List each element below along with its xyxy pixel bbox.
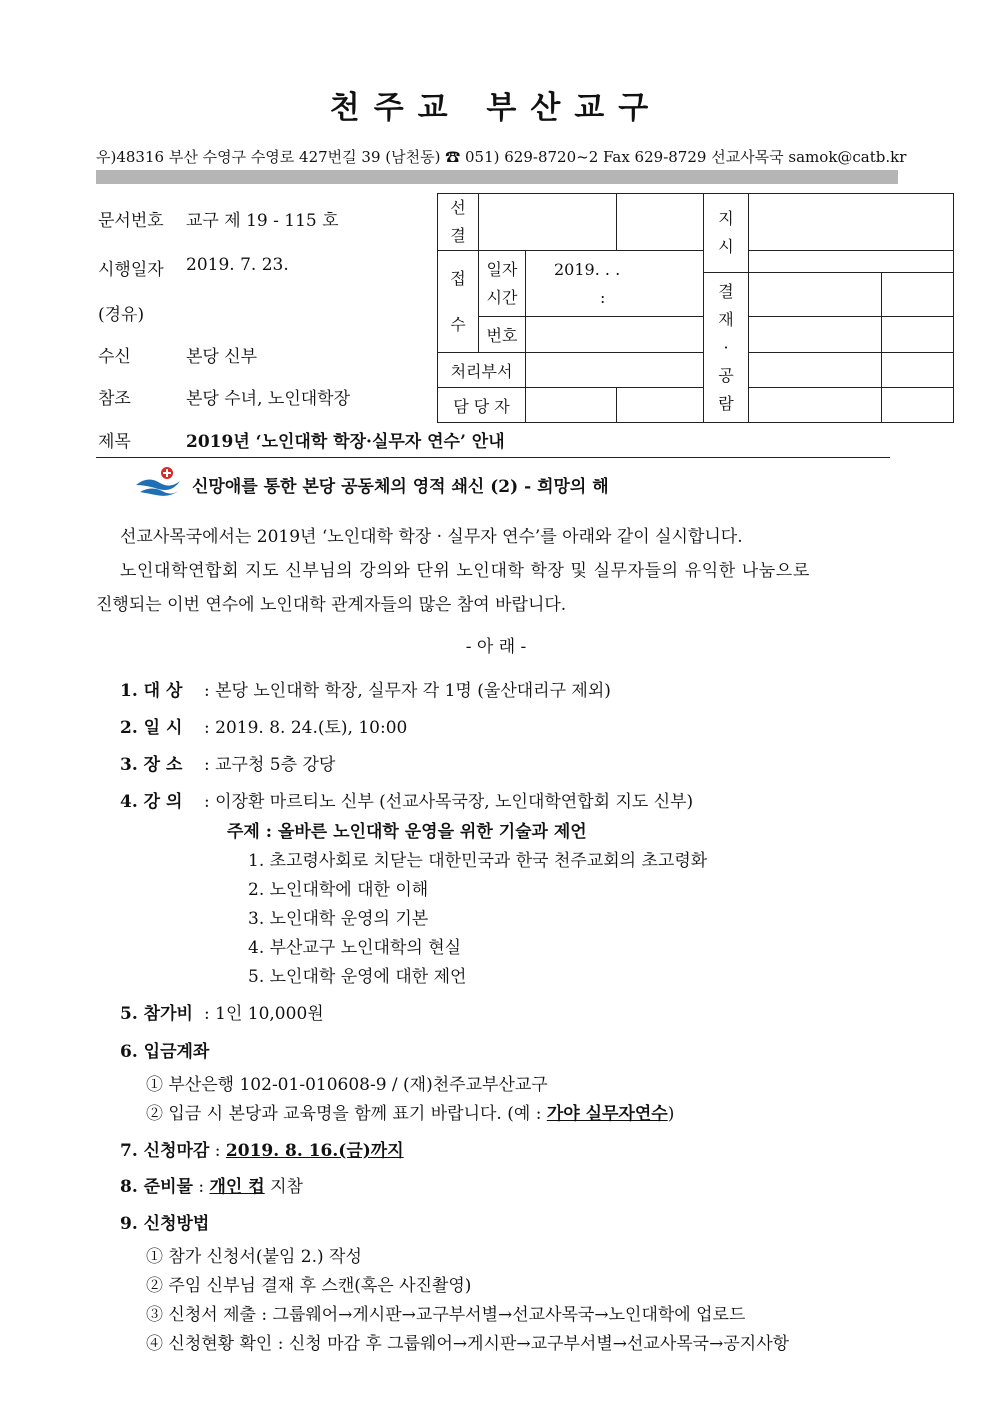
account-line: ① 부산은행 102-01-010608-9 / (재)천주교부산교구 bbox=[146, 1075, 548, 1095]
intro-line-2: 노인대학연합회 지도 신부님의 강의와 단위 노인대학 학장 및 실무자들의 유익한 나눔으로 bbox=[120, 561, 810, 581]
date-label: 시행일자 bbox=[98, 260, 164, 280]
slogan: 신망애를 통한 본당 공동체의 영적 쇄신 (2) - 희망의 해 bbox=[192, 477, 609, 497]
item-1-value: : 본당 노인대학 학장, 실무자 각 1명 (울산대리구 제외) bbox=[204, 681, 611, 701]
empty-cell bbox=[749, 388, 882, 423]
topic-item: 3. 노인대학 운영의 기본 bbox=[248, 909, 429, 929]
item-7: 7. 신청마감 : 2019. 8. 16.(금)까지 bbox=[120, 1141, 404, 1161]
deposit-note: ② 입금 시 본당과 교육명을 함께 표기 바랍니다. (예 : 가야 실무자연수) bbox=[146, 1104, 675, 1124]
step-item: ② 주임 신부님 결재 후 스캔(혹은 사진촬영) bbox=[146, 1276, 472, 1296]
topic-item: 1. 초고령사회로 치닫는 대한민국과 한국 천주교회의 초고령화 bbox=[248, 851, 708, 871]
item-6-label: 6. 입금계좌 bbox=[120, 1042, 210, 1062]
jeopsu-cell: 접 수 bbox=[438, 251, 479, 353]
beonho-cell: 번호 bbox=[479, 317, 526, 353]
to-value: 본당 신부 bbox=[186, 347, 258, 367]
item-5-value: : 1인 10,000원 bbox=[204, 1004, 324, 1024]
empty-cell bbox=[881, 317, 953, 353]
org-title: 천주교 부산교구 bbox=[329, 90, 663, 126]
item-3-label: 3. 장 소 bbox=[120, 755, 183, 775]
ilja-sigan-cell: 일자 시간 bbox=[479, 251, 526, 317]
doc-no-value: 교구 제 19 - 115 호 bbox=[186, 211, 339, 231]
to-label: 수신 bbox=[98, 347, 131, 367]
damdang-cell: 담 당 자 bbox=[438, 388, 526, 423]
empty-cell bbox=[479, 194, 617, 251]
empty-cell bbox=[526, 353, 704, 388]
topic-item: 4. 부산교구 노인대학의 현실 bbox=[248, 938, 462, 958]
item-5-label: 5. 참가비 bbox=[120, 1004, 193, 1024]
empty-cell bbox=[617, 194, 704, 251]
intro-line-1: 선교사목국에서는 2019년 ‘노인대학 학장 · 실무자 연수’를 아래와 같이 실시합니다. bbox=[120, 527, 743, 547]
jisi-cell: 지 시 bbox=[704, 194, 749, 273]
item-2-label: 2. 일 시 bbox=[120, 718, 183, 738]
empty-cell bbox=[749, 251, 954, 273]
step-item: ④ 신청현황 확인 : 신청 마감 후 그룹웨어→게시판→교구부서별→선교사목국→공지사항 bbox=[146, 1334, 790, 1354]
empty-cell bbox=[749, 273, 882, 317]
item-4-value: : 이장환 마르티노 신부 (선교사목국장, 노인대학연합회 지도 신부) bbox=[204, 792, 694, 812]
topic-item: 5. 노인대학 운영에 대한 제언 bbox=[248, 967, 467, 987]
via-label: (경유) bbox=[98, 305, 145, 325]
empty-cell bbox=[749, 317, 882, 353]
date-value: 2019. 7. 23. bbox=[186, 255, 289, 275]
gyeoljae-gongram-cell: 결 재 · 공 람 bbox=[704, 273, 749, 423]
cheori-cell: 처리부서 bbox=[438, 353, 526, 388]
address-line: 우)48316 부산 수영구 수영로 427번길 39 (남천동) ☎ 051) 629-8720~2 Fax 629-8729 선교사목국 samok@catb.kr bbox=[96, 148, 907, 166]
lecture-topic: 주제 : 올바른 노인대학 운영을 위한 기술과 제언 bbox=[227, 822, 587, 842]
subject-value: 2019년 ‘노인대학 학장·실무자 연수’ 안내 bbox=[186, 432, 505, 452]
diocese-logo-icon bbox=[134, 465, 182, 497]
item-2-value: : 2019. 8. 24.(토), 10:00 bbox=[204, 718, 408, 738]
item-8: 8. 준비물 : 개인 컵 지참 bbox=[120, 1177, 303, 1197]
empty-cell bbox=[881, 353, 953, 388]
empty-cell bbox=[526, 388, 617, 423]
approval-table bbox=[437, 193, 954, 423]
ref-value: 본당 수녀, 노인대학장 bbox=[186, 389, 351, 409]
empty-cell bbox=[881, 273, 953, 317]
item-9-label: 9. 신청방법 bbox=[120, 1214, 210, 1234]
date-time-cell: 2019. . . : bbox=[526, 251, 704, 317]
divider-line bbox=[96, 457, 890, 458]
seon-gyeol-cell: 선 결 bbox=[438, 194, 479, 251]
step-item: ③ 신청서 제출 : 그룹웨어→게시판→교구부서별→선교사목국→노인대학에 업로드 bbox=[146, 1305, 746, 1325]
empty-cell bbox=[617, 388, 704, 423]
header-bar bbox=[96, 170, 898, 184]
empty-cell bbox=[749, 353, 882, 388]
item-1-label: 1. 대 상 bbox=[120, 681, 183, 701]
below-heading: - 아 래 - bbox=[465, 637, 527, 657]
intro-line-3: 진행되는 이번 연수에 노인대학 관계자들의 많은 참여 바랍니다. bbox=[96, 595, 567, 615]
item-3-value: : 교구청 5층 강당 bbox=[204, 755, 336, 775]
ref-label: 참조 bbox=[98, 389, 131, 409]
topic-item: 2. 노인대학에 대한 이해 bbox=[248, 880, 429, 900]
doc-no-label: 문서번호 bbox=[98, 211, 164, 231]
step-item: ① 참가 신청서(붙임 2.) 작성 bbox=[146, 1247, 362, 1267]
empty-cell bbox=[749, 194, 954, 251]
empty-cell bbox=[526, 317, 704, 353]
subject-label: 제목 bbox=[98, 432, 131, 452]
item-4-label: 4. 강 의 bbox=[120, 792, 183, 812]
empty-cell bbox=[881, 388, 953, 423]
